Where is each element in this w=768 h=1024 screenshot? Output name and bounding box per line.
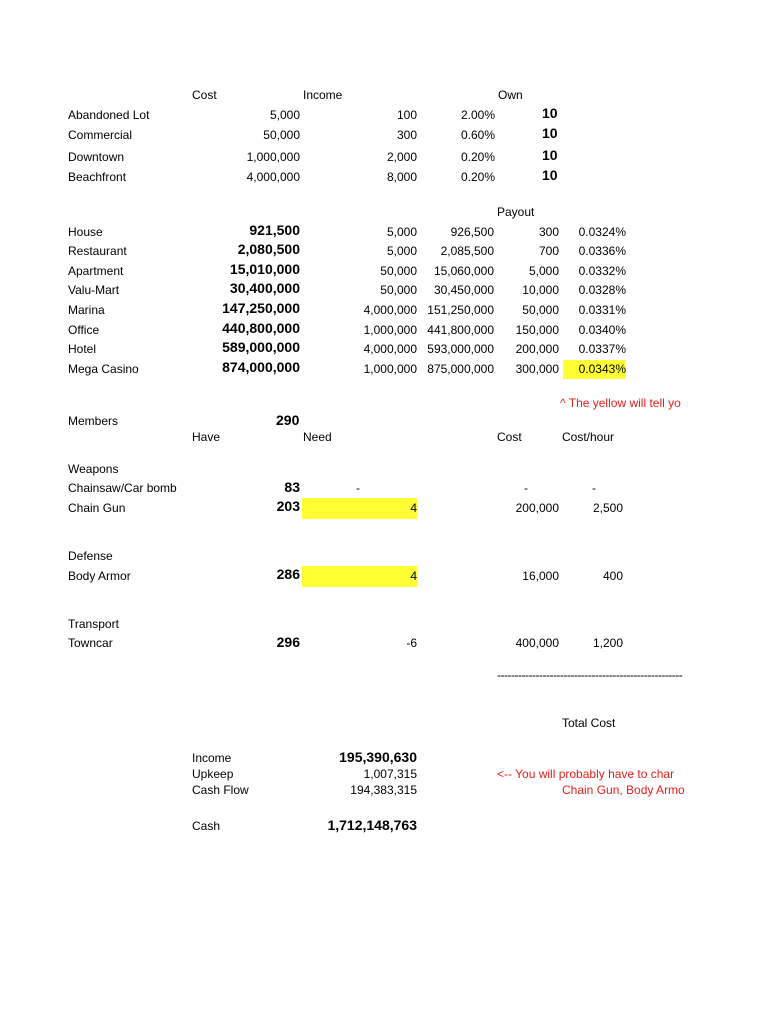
total-cost-label: Total Cost <box>562 716 616 730</box>
building-payout: 5,000 <box>528 264 559 278</box>
property-income: 300 <box>396 128 417 142</box>
building-name: Hotel <box>68 342 97 356</box>
header-need: Need <box>303 430 332 444</box>
income-value: 195,390,630 <box>339 749 417 765</box>
building-name: Apartment <box>68 264 124 278</box>
property-name: Commercial <box>68 128 133 142</box>
property-income: 100 <box>396 108 417 122</box>
building-total: 30,450,000 <box>433 283 494 297</box>
building-cost: 589,000,000 <box>222 339 300 355</box>
building-name: House <box>68 225 103 239</box>
building-cost: 15,010,000 <box>229 261 300 277</box>
building-payout: 10,000 <box>522 283 559 297</box>
equipment-name: Chainsaw/Car bomb <box>68 481 177 495</box>
building-name: Office <box>68 323 100 337</box>
building-total: 926,500 <box>450 225 494 239</box>
header-payout: Payout <box>497 205 535 219</box>
property-name: Abandoned Lot <box>68 108 150 122</box>
equipment-cost-hour: 2,500 <box>592 501 623 515</box>
building-name: Restaurant <box>68 244 127 258</box>
building-name: Valu-Mart <box>68 283 120 297</box>
building-payout: 300 <box>538 225 559 239</box>
equipment-cost-hour: 1,200 <box>592 636 623 650</box>
building-land-cost: 50,000 <box>380 264 417 278</box>
property-percent: 2.00% <box>460 108 495 122</box>
building-land-cost: 1,000,000 <box>363 362 417 376</box>
property-name: Downtown <box>68 150 125 164</box>
equipment-cost: 16,000 <box>522 569 559 583</box>
weapons-label: Weapons <box>68 462 119 476</box>
building-cost: 921,500 <box>249 222 300 238</box>
building-payout: 150,000 <box>515 323 559 337</box>
equipment-cost: 400,000 <box>515 636 559 650</box>
building-percent: 0.0336% <box>578 244 626 258</box>
building-cost: 440,800,000 <box>222 320 300 336</box>
property-cost: 1,000,000 <box>246 150 300 164</box>
dash-separator: ----------------------------------------------------- <box>497 668 683 682</box>
upkeep-value: 1,007,315 <box>363 767 417 781</box>
income-label: Income <box>192 751 232 765</box>
upkeep-note-line2: Chain Gun, Body Armo <box>562 783 685 797</box>
building-payout: 300,000 <box>515 362 559 376</box>
header-cost: Cost <box>192 88 217 102</box>
building-payout: 50,000 <box>522 303 559 317</box>
equipment-cost-hour: - <box>592 481 596 495</box>
header-item-cost: Cost <box>497 430 522 444</box>
header-have: Have <box>192 430 221 444</box>
upkeep-note-line1: <-- You will probably have to char <box>497 767 675 781</box>
equipment-need: -6 <box>406 636 417 650</box>
equipment-cost-hour: 400 <box>602 569 623 583</box>
yellow-note: ^ The yellow will tell yo <box>560 396 681 410</box>
building-cost: 147,250,000 <box>222 300 300 316</box>
members-value: 290 <box>276 412 300 428</box>
property-income: 2,000 <box>386 150 417 164</box>
header-own: Own <box>498 88 523 102</box>
property-name: Beachfront <box>68 170 127 184</box>
cashflow-value: 194,383,315 <box>350 783 417 797</box>
building-total: 875,000,000 <box>427 362 494 376</box>
building-percent: 0.0324% <box>578 225 626 239</box>
upkeep-label: Upkeep <box>192 767 234 781</box>
property-cost: 5,000 <box>269 108 300 122</box>
building-cost: 2,080,500 <box>237 241 300 257</box>
property-percent: 0.20% <box>460 150 495 164</box>
property-cost: 50,000 <box>263 128 300 142</box>
equipment-name: Towncar <box>68 636 113 650</box>
equipment-have: 83 <box>284 479 300 495</box>
equipment-need-highlight: 4 <box>302 566 417 587</box>
equipment-name: Chain Gun <box>68 501 126 515</box>
cash-value: 1,712,148,763 <box>327 817 417 833</box>
property-percent: 0.60% <box>460 128 495 142</box>
property-income: 8,000 <box>386 170 417 184</box>
building-payout: 200,000 <box>515 342 559 356</box>
equipment-need-highlight: 4 <box>302 498 417 519</box>
building-cost: 30,400,000 <box>229 280 300 296</box>
building-cost: 874,000,000 <box>222 359 300 375</box>
building-percent: 0.0328% <box>578 283 626 297</box>
equipment-cost: 200,000 <box>515 501 559 515</box>
building-percent: 0.0340% <box>578 323 626 337</box>
building-percent: 0.0337% <box>578 342 626 356</box>
header-cost-hour: Cost/hour <box>562 430 615 444</box>
building-name: Mega Casino <box>68 362 139 376</box>
equipment-have: 203 <box>276 498 300 514</box>
building-total: 15,060,000 <box>433 264 494 278</box>
property-own: 10 <box>542 125 558 141</box>
equipment-have: 286 <box>276 566 300 582</box>
transport-label: Transport <box>68 617 119 631</box>
building-total: 593,000,000 <box>427 342 494 356</box>
building-total: 441,800,000 <box>427 323 494 337</box>
property-cost: 4,000,000 <box>246 170 300 184</box>
building-percent: 0.0331% <box>578 303 626 317</box>
cashflow-label: Cash Flow <box>192 783 249 797</box>
building-total: 151,250,000 <box>427 303 494 317</box>
building-land-cost: 5,000 <box>386 244 417 258</box>
property-own: 10 <box>542 167 558 183</box>
cash-label: Cash <box>192 819 221 833</box>
members-label: Members <box>68 414 119 428</box>
property-own: 10 <box>542 147 558 163</box>
building-land-cost: 4,000,000 <box>363 342 417 356</box>
building-percent-highlight: 0.0343% <box>563 360 626 379</box>
building-payout: 700 <box>538 244 559 258</box>
equipment-have: 296 <box>276 634 300 650</box>
building-land-cost: 5,000 <box>386 225 417 239</box>
building-total: 2,085,500 <box>440 244 494 258</box>
header-income: Income <box>303 88 343 102</box>
building-land-cost: 1,000,000 <box>363 323 417 337</box>
property-own: 10 <box>542 105 558 121</box>
property-percent: 0.20% <box>460 170 495 184</box>
defense-label: Defense <box>68 549 113 563</box>
building-land-cost: 4,000,000 <box>363 303 417 317</box>
building-percent: 0.0332% <box>578 264 626 278</box>
equipment-need: - <box>356 481 360 495</box>
equipment-name: Body Armor <box>68 569 131 583</box>
building-land-cost: 50,000 <box>380 283 417 297</box>
equipment-cost: - <box>524 481 528 495</box>
building-name: Marina <box>68 303 105 317</box>
